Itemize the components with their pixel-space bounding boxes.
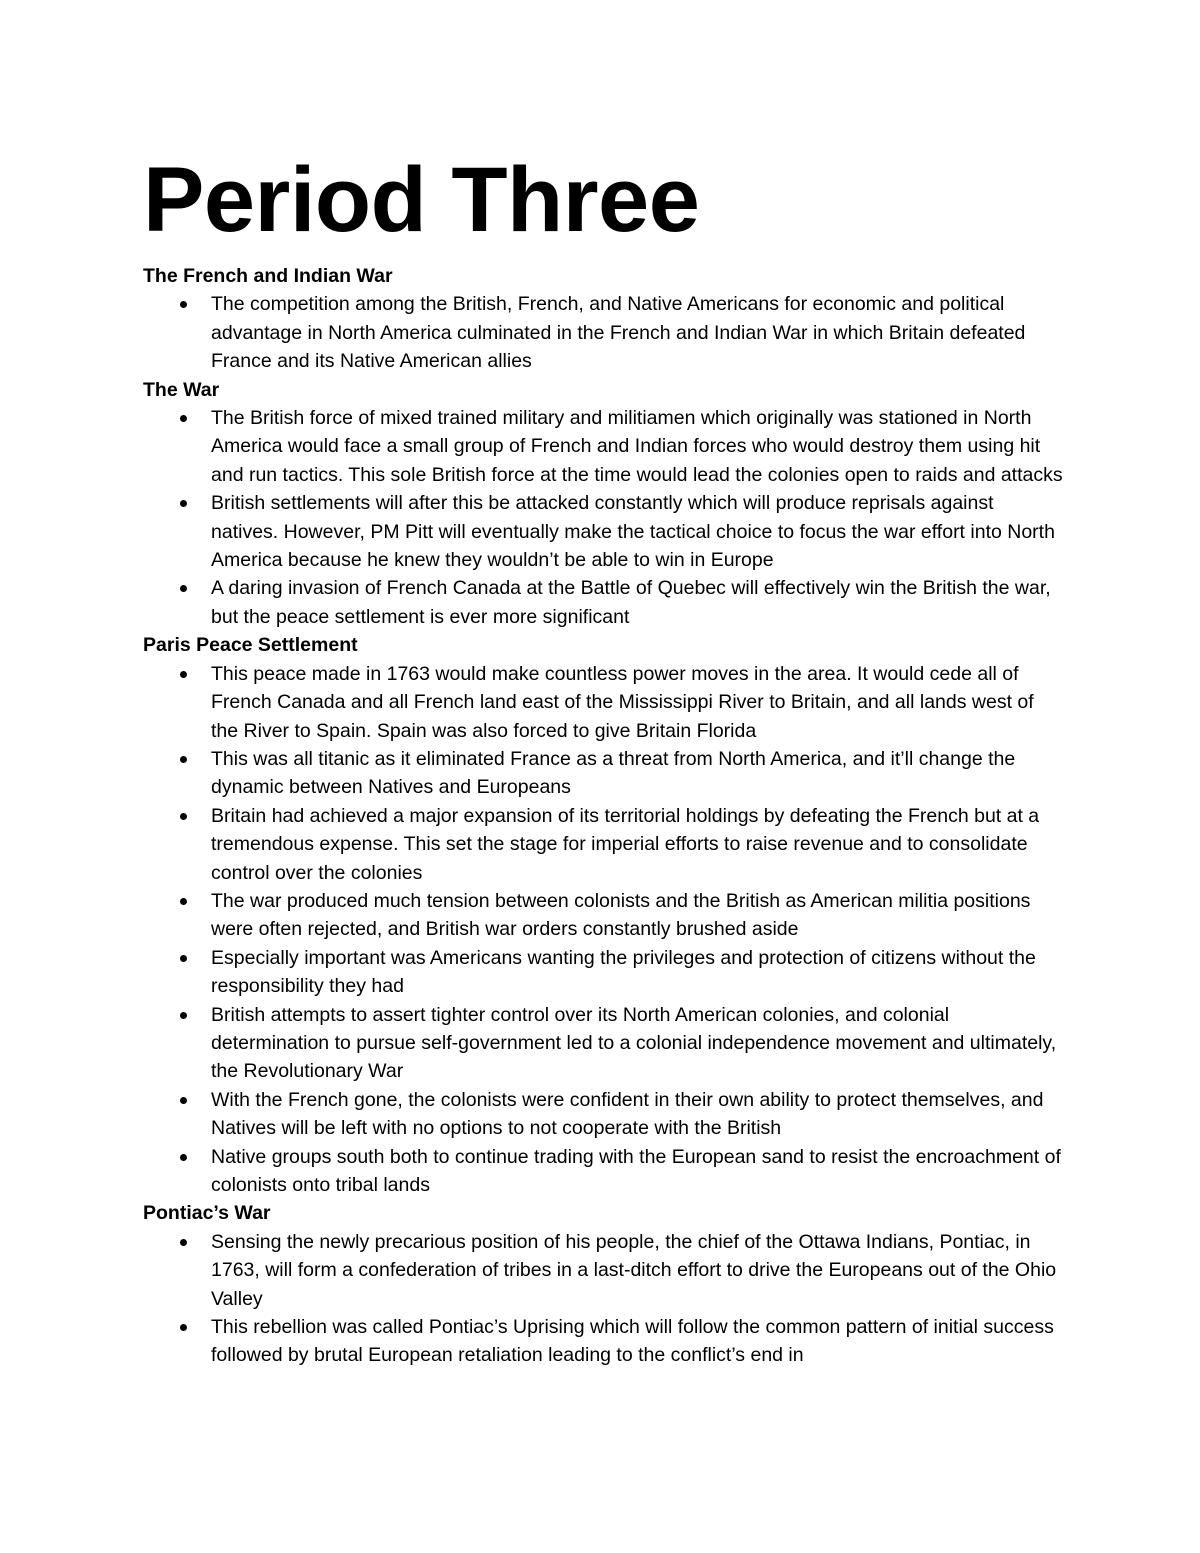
bullet-icon xyxy=(180,1012,187,1019)
bullet-icon xyxy=(180,500,187,507)
list-item xyxy=(143,887,1063,944)
list-item xyxy=(143,1228,1063,1313)
list-item-text: The competition among the British, French, and Native Americans for economic and political advantage in North America culminated in the French and Indian War in which Britain defeated France and its Native American allies xyxy=(211,293,1026,373)
section-the-war xyxy=(143,376,1063,632)
bullet-icon xyxy=(180,585,187,592)
list-item-text: With the French gone, the colonists were confident in their own ability to protect themselves, and Natives will be left with no options to not cooperate with the British xyxy=(211,1088,1044,1140)
bullet-icon xyxy=(180,955,187,962)
list-item-text: Native groups south both to continue trading with the European sand to resist the encroachment of colonists onto tribal lands xyxy=(211,1145,1061,1196)
section-heading: Pontiac’s War xyxy=(143,1202,271,1225)
bullet-icon xyxy=(180,415,187,422)
list-item-text: Especially important was Americans wanting the privileges and protection of citizens without the responsibility they had xyxy=(211,946,1036,998)
list-item xyxy=(143,1001,1063,1086)
bullet-icon xyxy=(180,1097,187,1104)
list-item xyxy=(143,290,1063,375)
bullet-list xyxy=(143,1228,1063,1370)
bullet-icon xyxy=(180,1154,187,1161)
bullet-icon xyxy=(180,756,187,763)
section-heading: The War xyxy=(143,378,220,401)
page-title: Period Three xyxy=(143,149,700,251)
list-item xyxy=(143,802,1063,887)
list-item-text: The war produced much tension between colonists and the British as American militia positions were often rejected, and British war orders constantly brushed aside xyxy=(211,889,1031,941)
bullet-icon xyxy=(180,1324,187,1331)
list-item-text: This rebellion was called Pontiac’s Uprising which will follow the common pattern of initial success followed by brutal European retaliation leading to the conflict’s end in xyxy=(211,1316,1054,1367)
list-item xyxy=(143,1313,1063,1370)
list-item-text: Britain had achieved a major expansion of its territorial holdings by defeating the French but at a tremendous expense. This set the stage for imperial efforts to raise revenue and to consolidate control over the colonies xyxy=(211,804,1040,884)
bullet-list xyxy=(143,660,1063,1200)
section-french-and-indian-war xyxy=(143,262,1063,376)
list-item xyxy=(143,1143,1063,1200)
section-heading: Paris Peace Settlement xyxy=(143,634,358,657)
list-item xyxy=(143,745,1063,802)
bullet-icon xyxy=(180,301,187,308)
list-item xyxy=(143,944,1063,1001)
bullet-icon xyxy=(180,671,187,678)
bullet-list xyxy=(143,404,1063,631)
list-item-text: This peace made in 1763 would make countless power moves in the area. It would cede all of French Canada and all French land east of the Mississippi River to Britain, and all lands west of the River to Spain. Spain was also forced to give Britain Florida xyxy=(211,662,1034,742)
list-item-text: British settlements will after this be attacked constantly which will produce reprisals against natives. However, PM Pitt will eventually make the tactical choice to focus the war effort into North America because he knew they wouldn’t be able to win in Europe xyxy=(211,492,1055,572)
list-item-text: Sensing the newly precarious position of his people, the chief of the Ottawa Indians, Pontiac, in 1763, will form a confederation of tribes in a last-ditch effort to drive the Europeans out of the Ohio Valley xyxy=(211,1230,1057,1310)
list-item xyxy=(143,1086,1063,1143)
list-item-text: British attempts to assert tighter control over its North American colonies, and colonial determination to pursue self-government led to a colonial independence movement and ultimately, the Revolutionary War xyxy=(211,1003,1057,1083)
section-heading: The French and Indian War xyxy=(143,265,393,287)
list-item xyxy=(143,660,1063,745)
list-item xyxy=(143,404,1063,489)
list-item-text: The British force of mixed trained military and militiamen which originally was stationed in North America would face a small group of French and Indian forces who would destroy them using hit and run tactics. This sole British force at the time would lead the colonies open to raids and attacks xyxy=(211,407,1063,486)
list-item-text: This was all titanic as it eliminated France as a threat from North America, and it’ll change the dynamic between Natives and Europeans xyxy=(211,747,1016,799)
bullet-icon xyxy=(180,898,187,905)
list-item-text: A daring invasion of French Canada at the Battle of Quebec will effectively win the British the war, but the peace settlement is ever more significant xyxy=(211,577,1051,628)
section-pontiacs-war xyxy=(143,1199,1063,1369)
list-item xyxy=(143,574,1063,631)
document-page xyxy=(143,150,1063,1370)
list-item xyxy=(143,489,1063,574)
bullet-icon xyxy=(180,813,187,820)
bullet-list xyxy=(143,290,1063,375)
section-paris-peace-settlement xyxy=(143,631,1063,1199)
bullet-icon xyxy=(180,1239,187,1246)
